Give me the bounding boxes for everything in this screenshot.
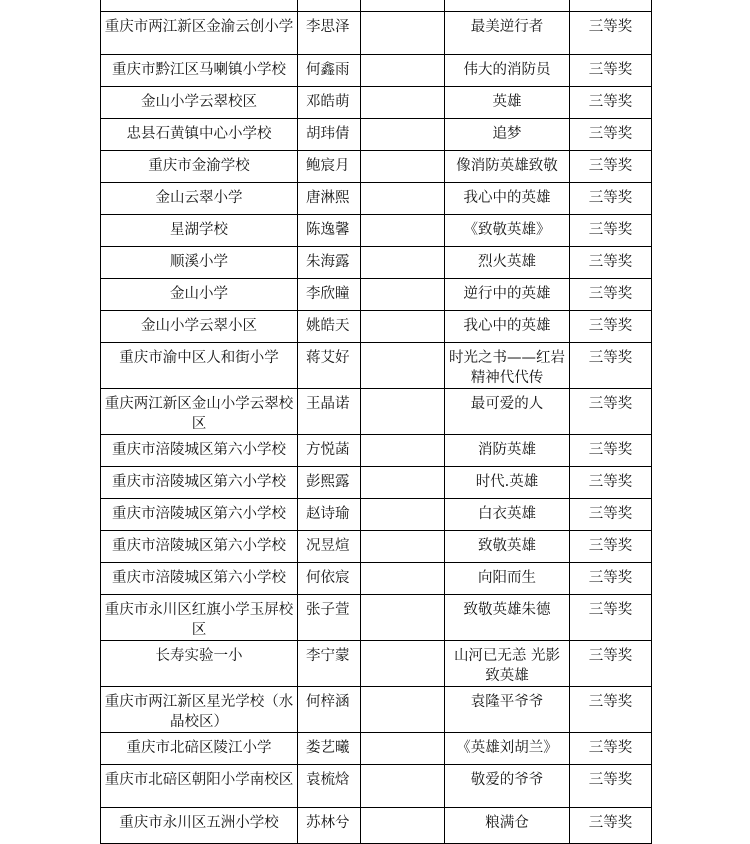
title-cell (445, 0, 570, 12)
award-level-cell: 三等奖 (570, 563, 652, 595)
school-cell: 重庆市北碚区陵江小学 (101, 733, 298, 765)
table-row (101, 733, 652, 765)
school-cell: 重庆市涪陵城区第六小学校 (101, 499, 298, 531)
work-title-cell: 逆行中的英雄 (445, 279, 570, 311)
work-title-cell: 伟大的消防员 (445, 55, 570, 87)
award-level-cell: 三等奖 (570, 279, 652, 311)
school-cell: 重庆市涪陵城区第六小学校 (101, 467, 298, 499)
student-cell: 李宁蒙 (298, 641, 361, 687)
student-cell: 彭熙露 (298, 467, 361, 499)
work-title-cell: 敬爱的爷爷 (445, 765, 570, 808)
table-row (101, 765, 652, 808)
school-cell: 重庆市北碚区朝阳小学南校区 (101, 765, 298, 808)
award-level-cell: 三等奖 (570, 467, 652, 499)
student-cell: 姚皓天 (298, 311, 361, 343)
table-row (101, 247, 652, 279)
table-row (101, 389, 652, 435)
school-cell: 金山小学云翠小区 (101, 311, 298, 343)
student-cell: 何鑫雨 (298, 55, 361, 87)
school-cell: 顺溪小学 (101, 247, 298, 279)
school-cell: 重庆市两江新区金渝云创小学 (101, 12, 298, 55)
award-level-cell: 三等奖 (570, 499, 652, 531)
work-title-cell: 袁隆平爷爷 (445, 687, 570, 733)
school-cell: 重庆市永川区红旗小学玉屏校区 (101, 595, 298, 641)
student-cell: 王晶诺 (298, 389, 361, 435)
award-level-cell: 三等奖 (570, 595, 652, 641)
award-level-cell: 三等奖 (570, 687, 652, 733)
student-cell: 唐淋熙 (298, 183, 361, 215)
student-cell: 赵诗瑜 (298, 499, 361, 531)
award-level-cell: 三等奖 (570, 733, 652, 765)
school-cell (101, 0, 298, 12)
award-level-cell: 三等奖 (570, 183, 652, 215)
school-cell: 重庆市两江新区星光学校（水晶校区） (101, 687, 298, 733)
work-title-cell: 我心中的英雄 (445, 183, 570, 215)
teacher-cell (361, 499, 445, 531)
table-row (101, 808, 652, 844)
student-cell: 蒋艾好 (298, 343, 361, 389)
table-row (101, 499, 652, 531)
teacher-cell (361, 311, 445, 343)
student-cell: 何依宸 (298, 563, 361, 595)
school-cell: 重庆市永川区五洲小学校 (101, 808, 298, 844)
teacher-cell (361, 687, 445, 733)
table-row (101, 311, 652, 343)
award-level-cell: 三等奖 (570, 435, 652, 467)
work-title-cell: 追梦 (445, 119, 570, 151)
student-cell: 袁梳焓 (298, 765, 361, 808)
student-cell: 陈逸馨 (298, 215, 361, 247)
table-row (101, 467, 652, 499)
teacher-cell (361, 151, 445, 183)
teacher-cell (361, 808, 445, 844)
award-level-cell: 三等奖 (570, 311, 652, 343)
teacher-cell (361, 215, 445, 247)
work-title-cell: 《英雄刘胡兰》 (445, 733, 570, 765)
work-title-cell: 山河已无恙 光影致英雄 (445, 641, 570, 687)
teacher-cell (361, 563, 445, 595)
award-level-cell: 三等奖 (570, 765, 652, 808)
teacher-cell (361, 12, 445, 55)
student-cell: 苏林兮 (298, 808, 361, 844)
student-cell: 胡玮倩 (298, 119, 361, 151)
teacher-cell (361, 247, 445, 279)
school-cell: 重庆两江新区金山小学云翠校区 (101, 389, 298, 435)
table-row (101, 12, 652, 55)
award-level-cell: 三等奖 (570, 531, 652, 563)
student-cell: 李欣瞳 (298, 279, 361, 311)
teacher-cell (361, 343, 445, 389)
school-cell: 重庆市黔江区马喇镇小学校 (101, 55, 298, 87)
table-row (101, 55, 652, 87)
school-cell: 忠县石黄镇中心小学校 (101, 119, 298, 151)
student-cell: 朱海露 (298, 247, 361, 279)
teacher-cell (361, 467, 445, 499)
work-title-cell: 我心中的英雄 (445, 311, 570, 343)
table-row (101, 641, 652, 687)
award-level-cell: 三等奖 (570, 215, 652, 247)
school-cell: 金山云翠小学 (101, 183, 298, 215)
student-cell: 娄艺曦 (298, 733, 361, 765)
student-cell: 邓皓萌 (298, 87, 361, 119)
table-row (101, 531, 652, 563)
student-cell: 方悦菡 (298, 435, 361, 467)
school-cell: 重庆市涪陵城区第六小学校 (101, 563, 298, 595)
work-title-cell: 时代.英雄 (445, 467, 570, 499)
award-list-table (100, 0, 652, 844)
student-cell: 况昱煊 (298, 531, 361, 563)
school-cell: 长寿实验一小 (101, 641, 298, 687)
work-title-cell: 最可爱的人 (445, 389, 570, 435)
school-cell: 金山小学云翠校区 (101, 87, 298, 119)
student-cell: 李思泽 (298, 12, 361, 55)
teacher-cell (361, 55, 445, 87)
teacher-cell (361, 0, 445, 12)
work-title-cell: 白衣英雄 (445, 499, 570, 531)
table-row (101, 183, 652, 215)
table-row (101, 87, 652, 119)
table-row-continued (101, 0, 652, 12)
work-title-cell: 《致敬英雄》 (445, 215, 570, 247)
award-level-cell: 三等奖 (570, 55, 652, 87)
table-row (101, 563, 652, 595)
work-title-cell: 致敬英雄 (445, 531, 570, 563)
school-cell: 金山小学 (101, 279, 298, 311)
school-cell: 重庆市涪陵城区第六小学校 (101, 435, 298, 467)
school-cell: 重庆市金渝学校 (101, 151, 298, 183)
teacher-cell (361, 389, 445, 435)
work-title-cell: 消防英雄 (445, 435, 570, 467)
school-cell: 重庆市涪陵城区第六小学校 (101, 531, 298, 563)
award-level-cell: 三等奖 (570, 247, 652, 279)
teacher-cell (361, 435, 445, 467)
teacher-cell (361, 531, 445, 563)
work-title-cell: 英雄 (445, 87, 570, 119)
award-level-cell: 三等奖 (570, 151, 652, 183)
award-level-cell: 三等奖 (570, 87, 652, 119)
table-row (101, 595, 652, 641)
teacher-cell (361, 733, 445, 765)
teacher-cell (361, 87, 445, 119)
table-row (101, 119, 652, 151)
work-title-cell: 烈火英雄 (445, 247, 570, 279)
student-cell: 何梓涵 (298, 687, 361, 733)
table-row (101, 151, 652, 183)
teacher-cell (361, 595, 445, 641)
table-row (101, 687, 652, 733)
award-level-cell: 三等奖 (570, 343, 652, 389)
student-cell: 张子萱 (298, 595, 361, 641)
student-cell: 鲍宸月 (298, 151, 361, 183)
work-title-cell: 向阳而生 (445, 563, 570, 595)
table-row (101, 279, 652, 311)
work-title-cell: 粮满仓 (445, 808, 570, 844)
award-level-cell: 三等奖 (570, 119, 652, 151)
school-cell: 重庆市渝中区人和街小学 (101, 343, 298, 389)
award-level-cell: 三等奖 (570, 389, 652, 435)
work-title-cell: 最美逆行者 (445, 12, 570, 55)
student-cell (298, 0, 361, 12)
work-title-cell: 像消防英雄致敬 (445, 151, 570, 183)
teacher-cell (361, 641, 445, 687)
award-cell (570, 0, 652, 12)
teacher-cell (361, 119, 445, 151)
table-row (101, 215, 652, 247)
award-level-cell: 三等奖 (570, 12, 652, 55)
table-body (101, 0, 652, 844)
work-title-cell: 致敬英雄朱德 (445, 595, 570, 641)
award-level-cell: 三等奖 (570, 641, 652, 687)
award-level-cell: 三等奖 (570, 808, 652, 844)
teacher-cell (361, 279, 445, 311)
school-cell: 星湖学校 (101, 215, 298, 247)
teacher-cell (361, 765, 445, 808)
table-row (101, 343, 652, 389)
work-title-cell: 时光之书——红岩精神代代传 (445, 343, 570, 389)
table-row (101, 435, 652, 467)
teacher-cell (361, 183, 445, 215)
